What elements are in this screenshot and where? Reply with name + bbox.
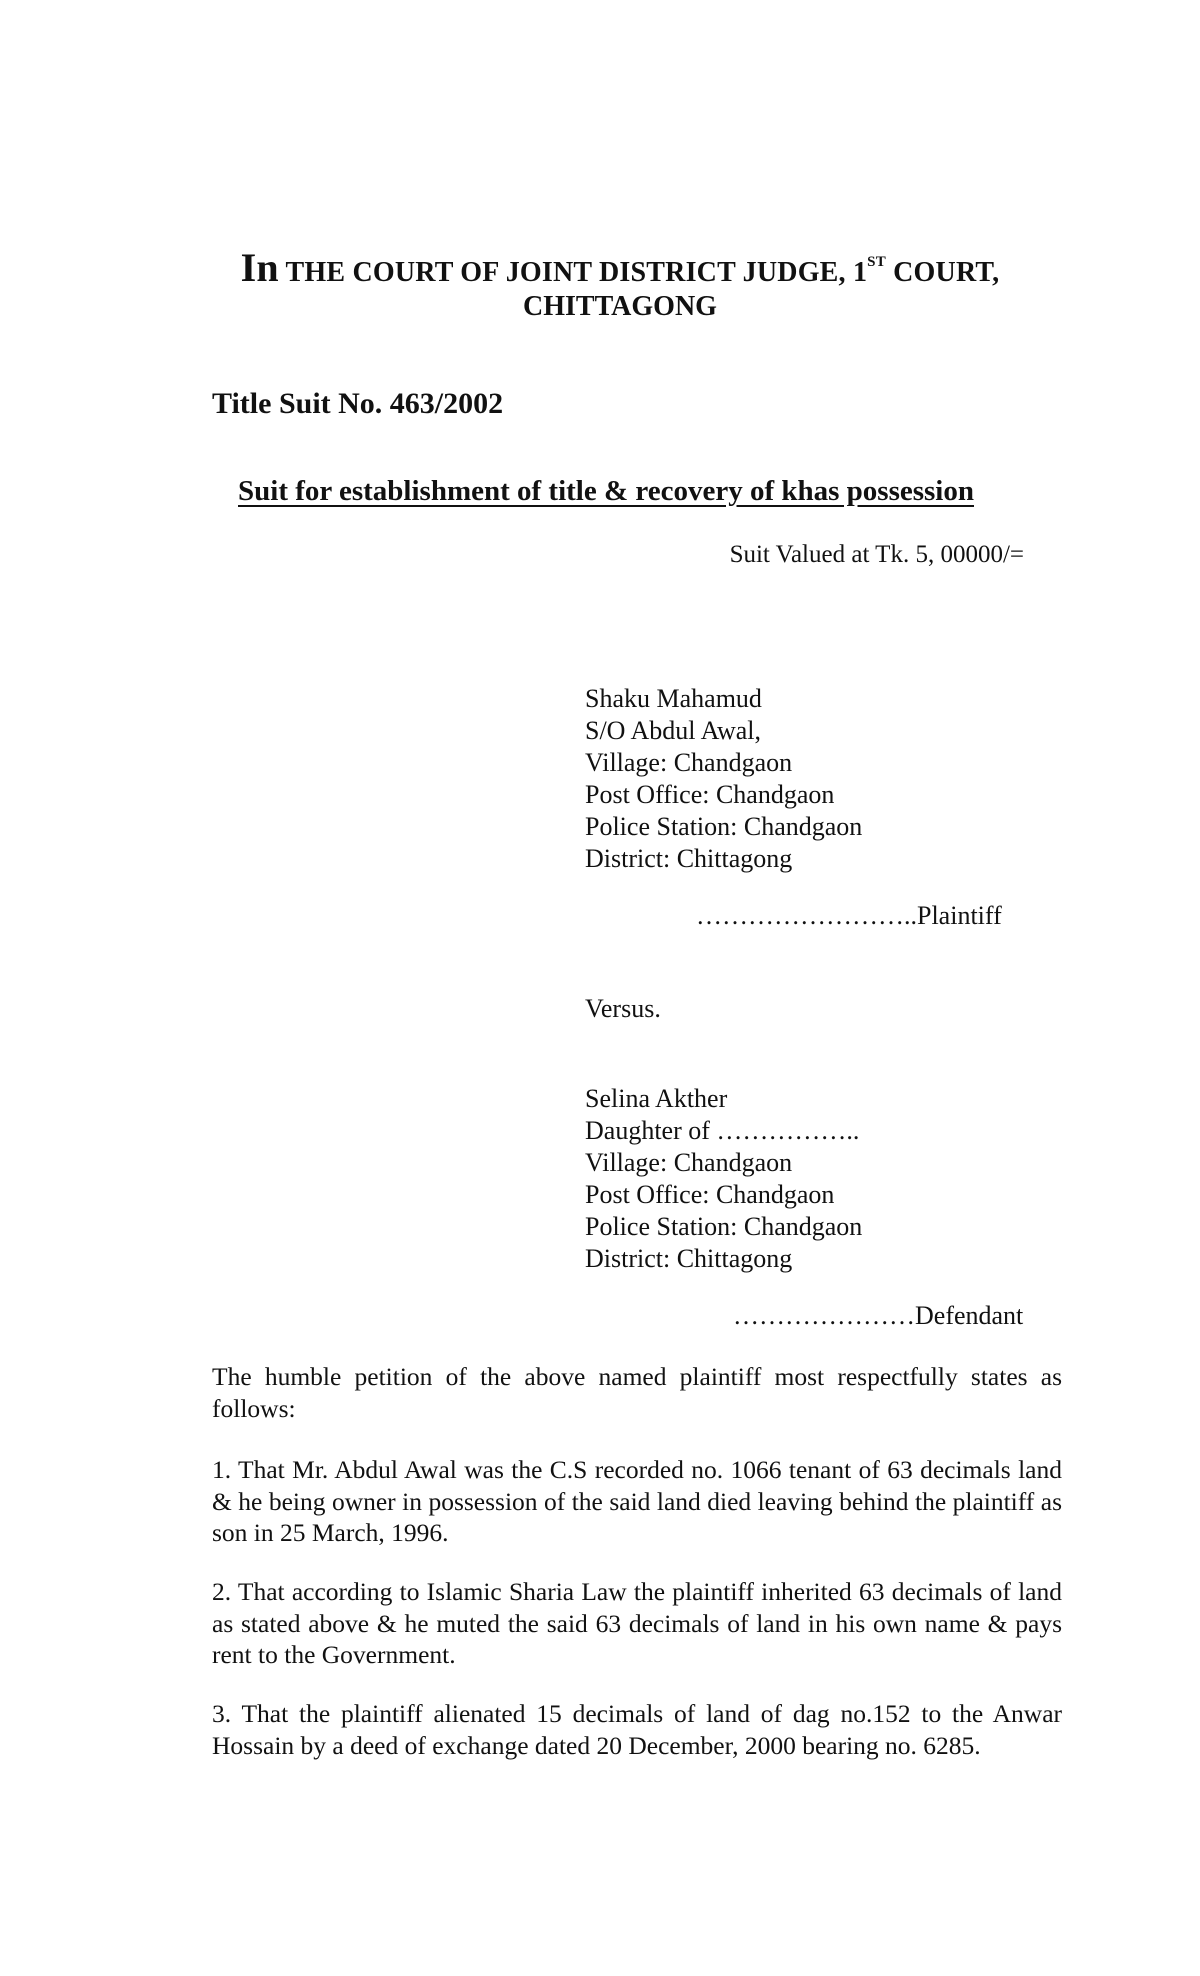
court-title-text: THE COURT OF JOINT DISTRICT JUDGE, 1 [278, 257, 868, 288]
petition-intro: The humble petition of the above named plaintiff most respectfully states as follows: [212, 1362, 1062, 1423]
suit-number: Title Suit No. 463/2002 [212, 387, 504, 420]
petition-paragraph-2: 2. That according to Islamic Sharia Law the plaintiff inherited 63 decimals of land as stated above & he muted the said 63 decimals of land in his own name & pays rent to the Government. [212, 1577, 1062, 1669]
defendant-police-station: Police Station: Chandgaon [585, 1212, 863, 1241]
defendant-district: District: Chittagong [585, 1244, 793, 1273]
suit-heading: Suit for establishment of title & recovery of khas possession [238, 475, 974, 507]
plaintiff-district: District: Chittagong [585, 844, 793, 873]
suit-valuation: Suit Valued at Tk. 5, 00000/= [729, 541, 1024, 568]
court-title-prefix: In [240, 245, 279, 290]
plaintiff-village: Village: Chandgaon [585, 748, 793, 777]
defendant-village: Village: Chandgaon [585, 1148, 793, 1177]
versus-label: Versus. [585, 994, 661, 1023]
plaintiff-role-label: ……………………..Plaintiff [696, 901, 1002, 930]
petition-paragraph-1: 1. That Mr. Abdul Awal was the C.S recorded no. 1066 tenant of 63 decimals land & he being owner in possession of the said land died leaving behind the plaintiff as son in 25 March, 1996. [212, 1455, 1062, 1547]
court-title-line-2: CHITTAGONG [523, 291, 717, 322]
court-ordinal-superscript: ST [867, 254, 886, 270]
defendant-role-label: …………………Defendant [733, 1301, 1024, 1330]
plaintiff-relation: S/O Abdul Awal, [585, 716, 762, 745]
plaintiff-address-block [585, 683, 862, 875]
court-title-end: COURT, [885, 257, 1000, 288]
defendant-name: Selina Akther [585, 1084, 728, 1113]
plaintiff-name: Shaku Mahamud [585, 684, 762, 713]
defendant-post-office: Post Office: Chandgaon [585, 1180, 835, 1209]
defendant-address-block [585, 1083, 862, 1275]
defendant-relation: Daughter of …………….. [585, 1116, 860, 1145]
petition-paragraph-3: 3. That the plaintiff alienated 15 decimals of land of dag no.152 to the Anwar Hossain by a deed of exchange dated 20 December, 2000 bearing no. 6285. [212, 1699, 1062, 1760]
plaintiff-police-station: Police Station: Chandgaon [585, 812, 863, 841]
plaintiff-post-office: Post Office: Chandgaon [585, 780, 835, 809]
court-title-line-1 [0, 244, 1200, 291]
